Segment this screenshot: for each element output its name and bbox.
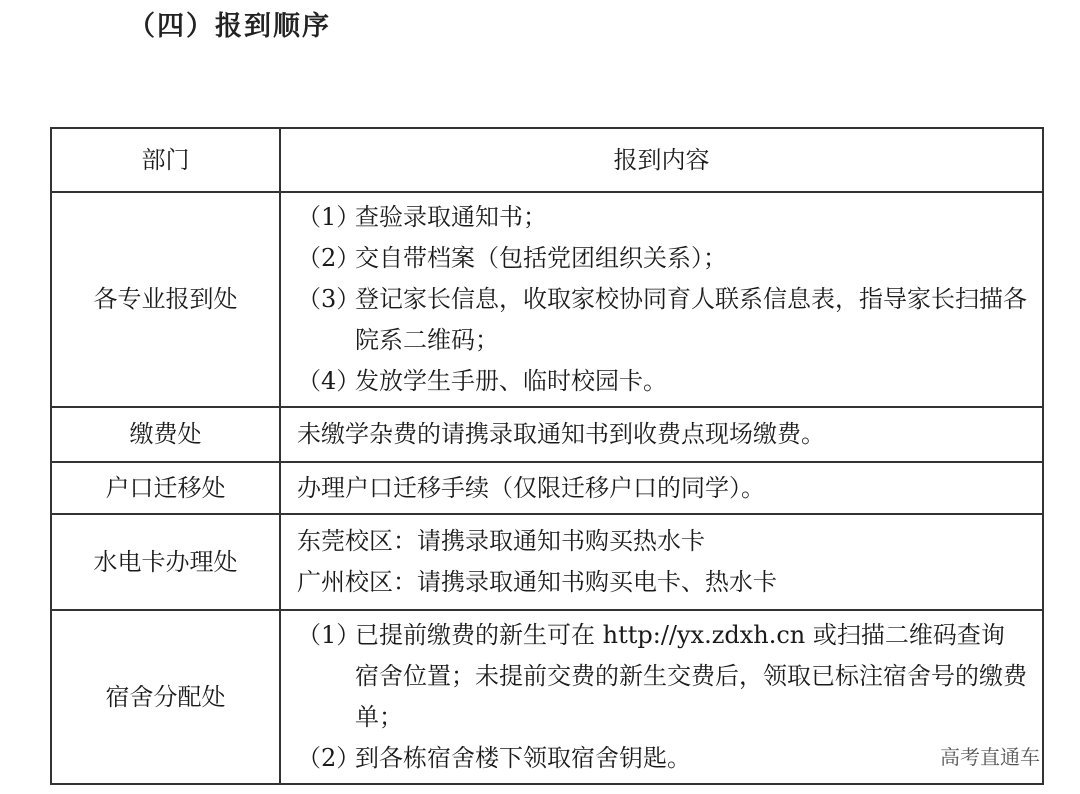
list-item xyxy=(297,738,1028,779)
department-cell: 各专业报到处 xyxy=(51,192,280,407)
item-number: （1） xyxy=(297,621,361,649)
content-cell: 未缴学杂费的请携录取通知书到收费点现场缴费。 xyxy=(280,407,1043,462)
table-row xyxy=(51,610,1043,784)
list-item xyxy=(297,279,1028,361)
item-list xyxy=(297,193,1028,406)
registration-table xyxy=(50,127,1044,785)
department-cell: 户口迁移处 xyxy=(51,462,280,514)
content-cell xyxy=(280,192,1043,407)
item-number: （3） xyxy=(297,285,361,313)
campus-line: 广州校区：请携录取通知书购买电卡、热水卡 xyxy=(297,568,777,596)
item-number: （4） xyxy=(297,367,361,395)
table-row xyxy=(51,462,1043,514)
item-number: （2） xyxy=(297,744,361,772)
header-content: 报到内容 xyxy=(280,128,1043,192)
table-row xyxy=(51,514,1043,610)
table-row xyxy=(51,407,1043,462)
list-item xyxy=(297,361,1028,402)
table-header-row xyxy=(51,128,1043,192)
list-item xyxy=(297,238,1028,279)
item-number: （2） xyxy=(297,244,361,272)
department-cell: 缴费处 xyxy=(51,407,280,462)
campus-line: 东莞校区：请携录取通知书购买热水卡 xyxy=(297,527,705,555)
item-number: （1） xyxy=(297,203,361,231)
item-text: 已提前缴费的新生可在 http://yx.zdxh.cn 或扫描二维码查询宿舍位置；未提前交费的新生交费后，领取已标注宿舍号的缴费单； xyxy=(355,621,1027,731)
table-row xyxy=(51,192,1043,407)
watermark-text: 高考直通车 xyxy=(940,745,1040,769)
department-cell: 水电卡办理处 xyxy=(51,514,280,610)
item-text: 交自带档案（包括党团组织关系）； xyxy=(355,244,727,272)
content-cell xyxy=(280,610,1043,784)
item-text: 查验录取通知书； xyxy=(355,203,547,231)
department-cell: 宿舍分配处 xyxy=(51,610,280,784)
content-cell: 办理户口迁移手续（仅限迁移户口的同学）。 xyxy=(280,462,1043,514)
section-heading: （四）报到顺序 xyxy=(128,11,331,42)
content-cell xyxy=(280,514,1043,610)
list-item xyxy=(297,197,1028,238)
item-text: 登记家长信息，收取家校协同育人联系信息表，指导家长扫描各院系二维码； xyxy=(355,285,1027,354)
item-list xyxy=(297,611,1028,783)
list-item xyxy=(297,615,1028,738)
header-department: 部门 xyxy=(51,128,280,192)
item-text: 发放学生手册、临时校园卡。 xyxy=(355,367,667,395)
item-text: 到各栋宿舍楼下领取宿舍钥匙。 xyxy=(355,744,691,772)
